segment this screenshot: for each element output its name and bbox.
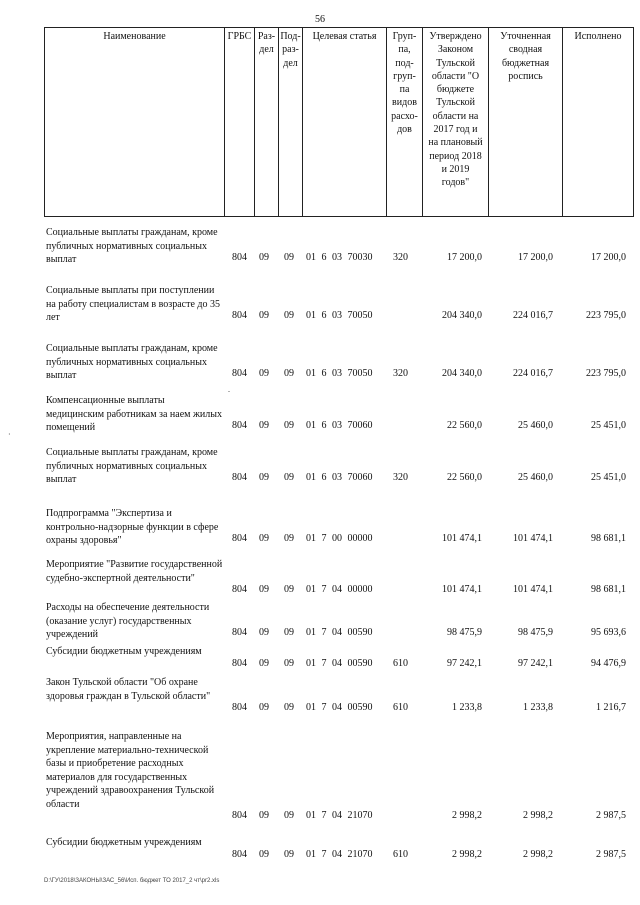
row-approved: 101 474,1 [442, 584, 482, 595]
row-executed: 223 795,0 [586, 310, 626, 321]
row-podrazdel: 09 [284, 310, 294, 321]
row-group: 320 [393, 252, 408, 263]
row-razdel: 09 [259, 368, 269, 379]
row-podrazdel: 09 [284, 252, 294, 263]
row-revised: 101 474,1 [513, 584, 553, 595]
row-name: Компенсационные выплаты медицинским работникам за наем жилых помещений [46, 395, 222, 433]
row-revised: 98 475,9 [518, 627, 553, 638]
row-razdel: 09 [259, 310, 269, 321]
row-approved: 204 340,0 [442, 368, 482, 379]
row-name: Социальные выплаты гражданам, кроме публичных нормативных социальных выплат [46, 447, 218, 485]
row-approved: 22 560,0 [447, 472, 482, 483]
row-revised: 2 998,2 [523, 810, 553, 821]
row-razdel: 09 [259, 702, 269, 713]
row-revised: 2 998,2 [523, 848, 553, 860]
row-name: Субсидии бюджетным учреждениям [46, 646, 202, 657]
header-target: Целевая статья [302, 28, 386, 216]
row-target: 01 7 04 21070 [306, 848, 373, 860]
header-podrazdel: Под- раз- дел [278, 28, 302, 216]
row-razdel: 09 [259, 810, 269, 821]
header-grbs: ГРБС [224, 28, 254, 216]
row-target: 01 6 03 70060 [306, 420, 373, 431]
row-revised: 17 200,0 [518, 252, 553, 263]
row-revised: 97 242,1 [518, 657, 553, 669]
row-podrazdel: 09 [284, 702, 294, 713]
row-target: 01 7 04 00590 [306, 702, 373, 713]
row-group: 320 [393, 368, 408, 379]
row-target: 01 6 03 70060 [306, 472, 373, 483]
row-name: Закон Тульской области "Об охране здоровья граждан в Тульской области" [46, 677, 211, 702]
row-grbs: 804 [232, 584, 247, 595]
header-approved: Утверждено Законом Тульской области "О бюджете Тульской области на 2017 год и на плановый период 2018 и 2019 годов" [422, 28, 488, 216]
row-approved: 22 560,0 [447, 420, 482, 431]
row-name: Социальные выплаты гражданам, кроме публичных нормативных социальных выплат [46, 227, 218, 265]
row-target: 01 7 04 00590 [306, 657, 373, 669]
row-executed: 25 451,0 [591, 472, 626, 483]
row-target: 01 7 04 00590 [306, 627, 373, 638]
row-razdel: 09 [259, 533, 269, 544]
row-executed: 25 451,0 [591, 420, 626, 431]
row-name: Социальные выплаты гражданам, кроме публичных нормативных социальных выплат [46, 343, 218, 381]
row-revised: 25 460,0 [518, 420, 553, 431]
scan-mark: . [228, 385, 230, 394]
row-podrazdel: 09 [284, 472, 294, 483]
row-target: 01 7 00 00000 [306, 533, 373, 544]
row-approved: 17 200,0 [447, 252, 482, 263]
page-number: 56 [315, 14, 325, 25]
row-target: 01 6 03 70030 [306, 252, 373, 263]
row-executed: 95 693,6 [591, 627, 626, 638]
row-name: Мероприятия, направленные на укрепление материально-технической базы и приобретение расходных материалов для государственных учреждений здравоохранения Тульской области [46, 731, 215, 810]
row-razdel: 09 [259, 252, 269, 263]
row-grbs: 804 [232, 848, 247, 860]
row-grbs: 804 [232, 472, 247, 483]
row-executed: 98 681,1 [591, 533, 626, 544]
row-group: 610 [393, 657, 408, 669]
row-name: Субсидии бюджетным учреждениям [46, 837, 202, 848]
row-executed: 94 476,9 [591, 657, 626, 669]
row-podrazdel: 09 [284, 848, 294, 860]
header-revised: Уточненная сводная бюджетная роспись [488, 28, 562, 216]
row-razdel: 09 [259, 657, 269, 669]
header-group: Груп- па, под- груп- па видов расхо- дов [386, 28, 422, 216]
row-grbs: 804 [232, 420, 247, 431]
row-revised: 25 460,0 [518, 472, 553, 483]
row-podrazdel: 09 [284, 533, 294, 544]
row-approved: 1 233,8 [452, 702, 482, 713]
row-razdel: 09 [259, 472, 269, 483]
row-executed: 17 200,0 [591, 252, 626, 263]
row-name: Подпрограмма "Экспертиза и контрольно-надзорные функции в сфере охраны здоровья" [46, 508, 219, 546]
row-group: 610 [393, 702, 408, 713]
row-razdel: 09 [259, 420, 269, 431]
file-path-footer: D:\ГУ\2018\ЗАКОНЫ\ЗАС_56\Исп. бюджет ТО 2017_2 чт\pr2.xls [44, 878, 220, 884]
row-group: 320 [393, 472, 408, 483]
row-revised: 224 016,7 [513, 368, 553, 379]
row-executed: 1 216,7 [596, 702, 626, 713]
row-name: Социальные выплаты при поступлении на работу специалистам в возрасте до 35 лет [46, 285, 221, 323]
row-name: Расходы на обеспечение деятельности (оказание услуг) государственных учреждений [46, 602, 210, 640]
row-group: 610 [393, 848, 408, 860]
row-grbs: 804 [232, 368, 247, 379]
row-approved: 101 474,1 [442, 533, 482, 544]
row-executed: 2 987,5 [596, 810, 626, 821]
header-razdel: Раз- дел [254, 28, 278, 216]
row-revised: 101 474,1 [513, 533, 553, 544]
header-name: Наименование [44, 28, 224, 216]
row-razdel: 09 [259, 584, 269, 595]
row-approved: 2 998,2 [452, 848, 482, 860]
row-approved: 98 475,9 [447, 627, 482, 638]
row-target: 01 6 03 70050 [306, 368, 373, 379]
row-razdel: 09 [259, 848, 269, 860]
row-podrazdel: 09 [284, 584, 294, 595]
header-executed: Исполнено [562, 28, 634, 216]
row-podrazdel: 09 [284, 657, 294, 669]
row-approved: 97 242,1 [447, 657, 482, 669]
row-target: 01 6 03 70050 [306, 310, 373, 321]
row-grbs: 804 [232, 810, 247, 821]
row-revised: 224 016,7 [513, 310, 553, 321]
scan-mark: · [8, 430, 11, 439]
row-name: Мероприятие "Развитие государственной судебно-экспертной деятельности" [46, 559, 223, 584]
row-executed: 2 987,5 [596, 848, 626, 860]
row-approved: 204 340,0 [442, 310, 482, 321]
row-podrazdel: 09 [284, 420, 294, 431]
row-podrazdel: 09 [284, 810, 294, 821]
row-grbs: 804 [232, 252, 247, 263]
row-razdel: 09 [259, 627, 269, 638]
row-grbs: 804 [232, 310, 247, 321]
row-grbs: 804 [232, 702, 247, 713]
row-grbs: 804 [232, 533, 247, 544]
row-executed: 98 681,1 [591, 584, 626, 595]
row-approved: 2 998,2 [452, 810, 482, 821]
row-grbs: 804 [232, 657, 247, 669]
row-target: 01 7 04 00000 [306, 584, 373, 595]
row-podrazdel: 09 [284, 368, 294, 379]
row-target: 01 7 04 21070 [306, 810, 373, 821]
row-revised: 1 233,8 [523, 702, 553, 713]
table-header [44, 27, 634, 217]
row-podrazdel: 09 [284, 627, 294, 638]
row-executed: 223 795,0 [586, 368, 626, 379]
row-grbs: 804 [232, 627, 247, 638]
